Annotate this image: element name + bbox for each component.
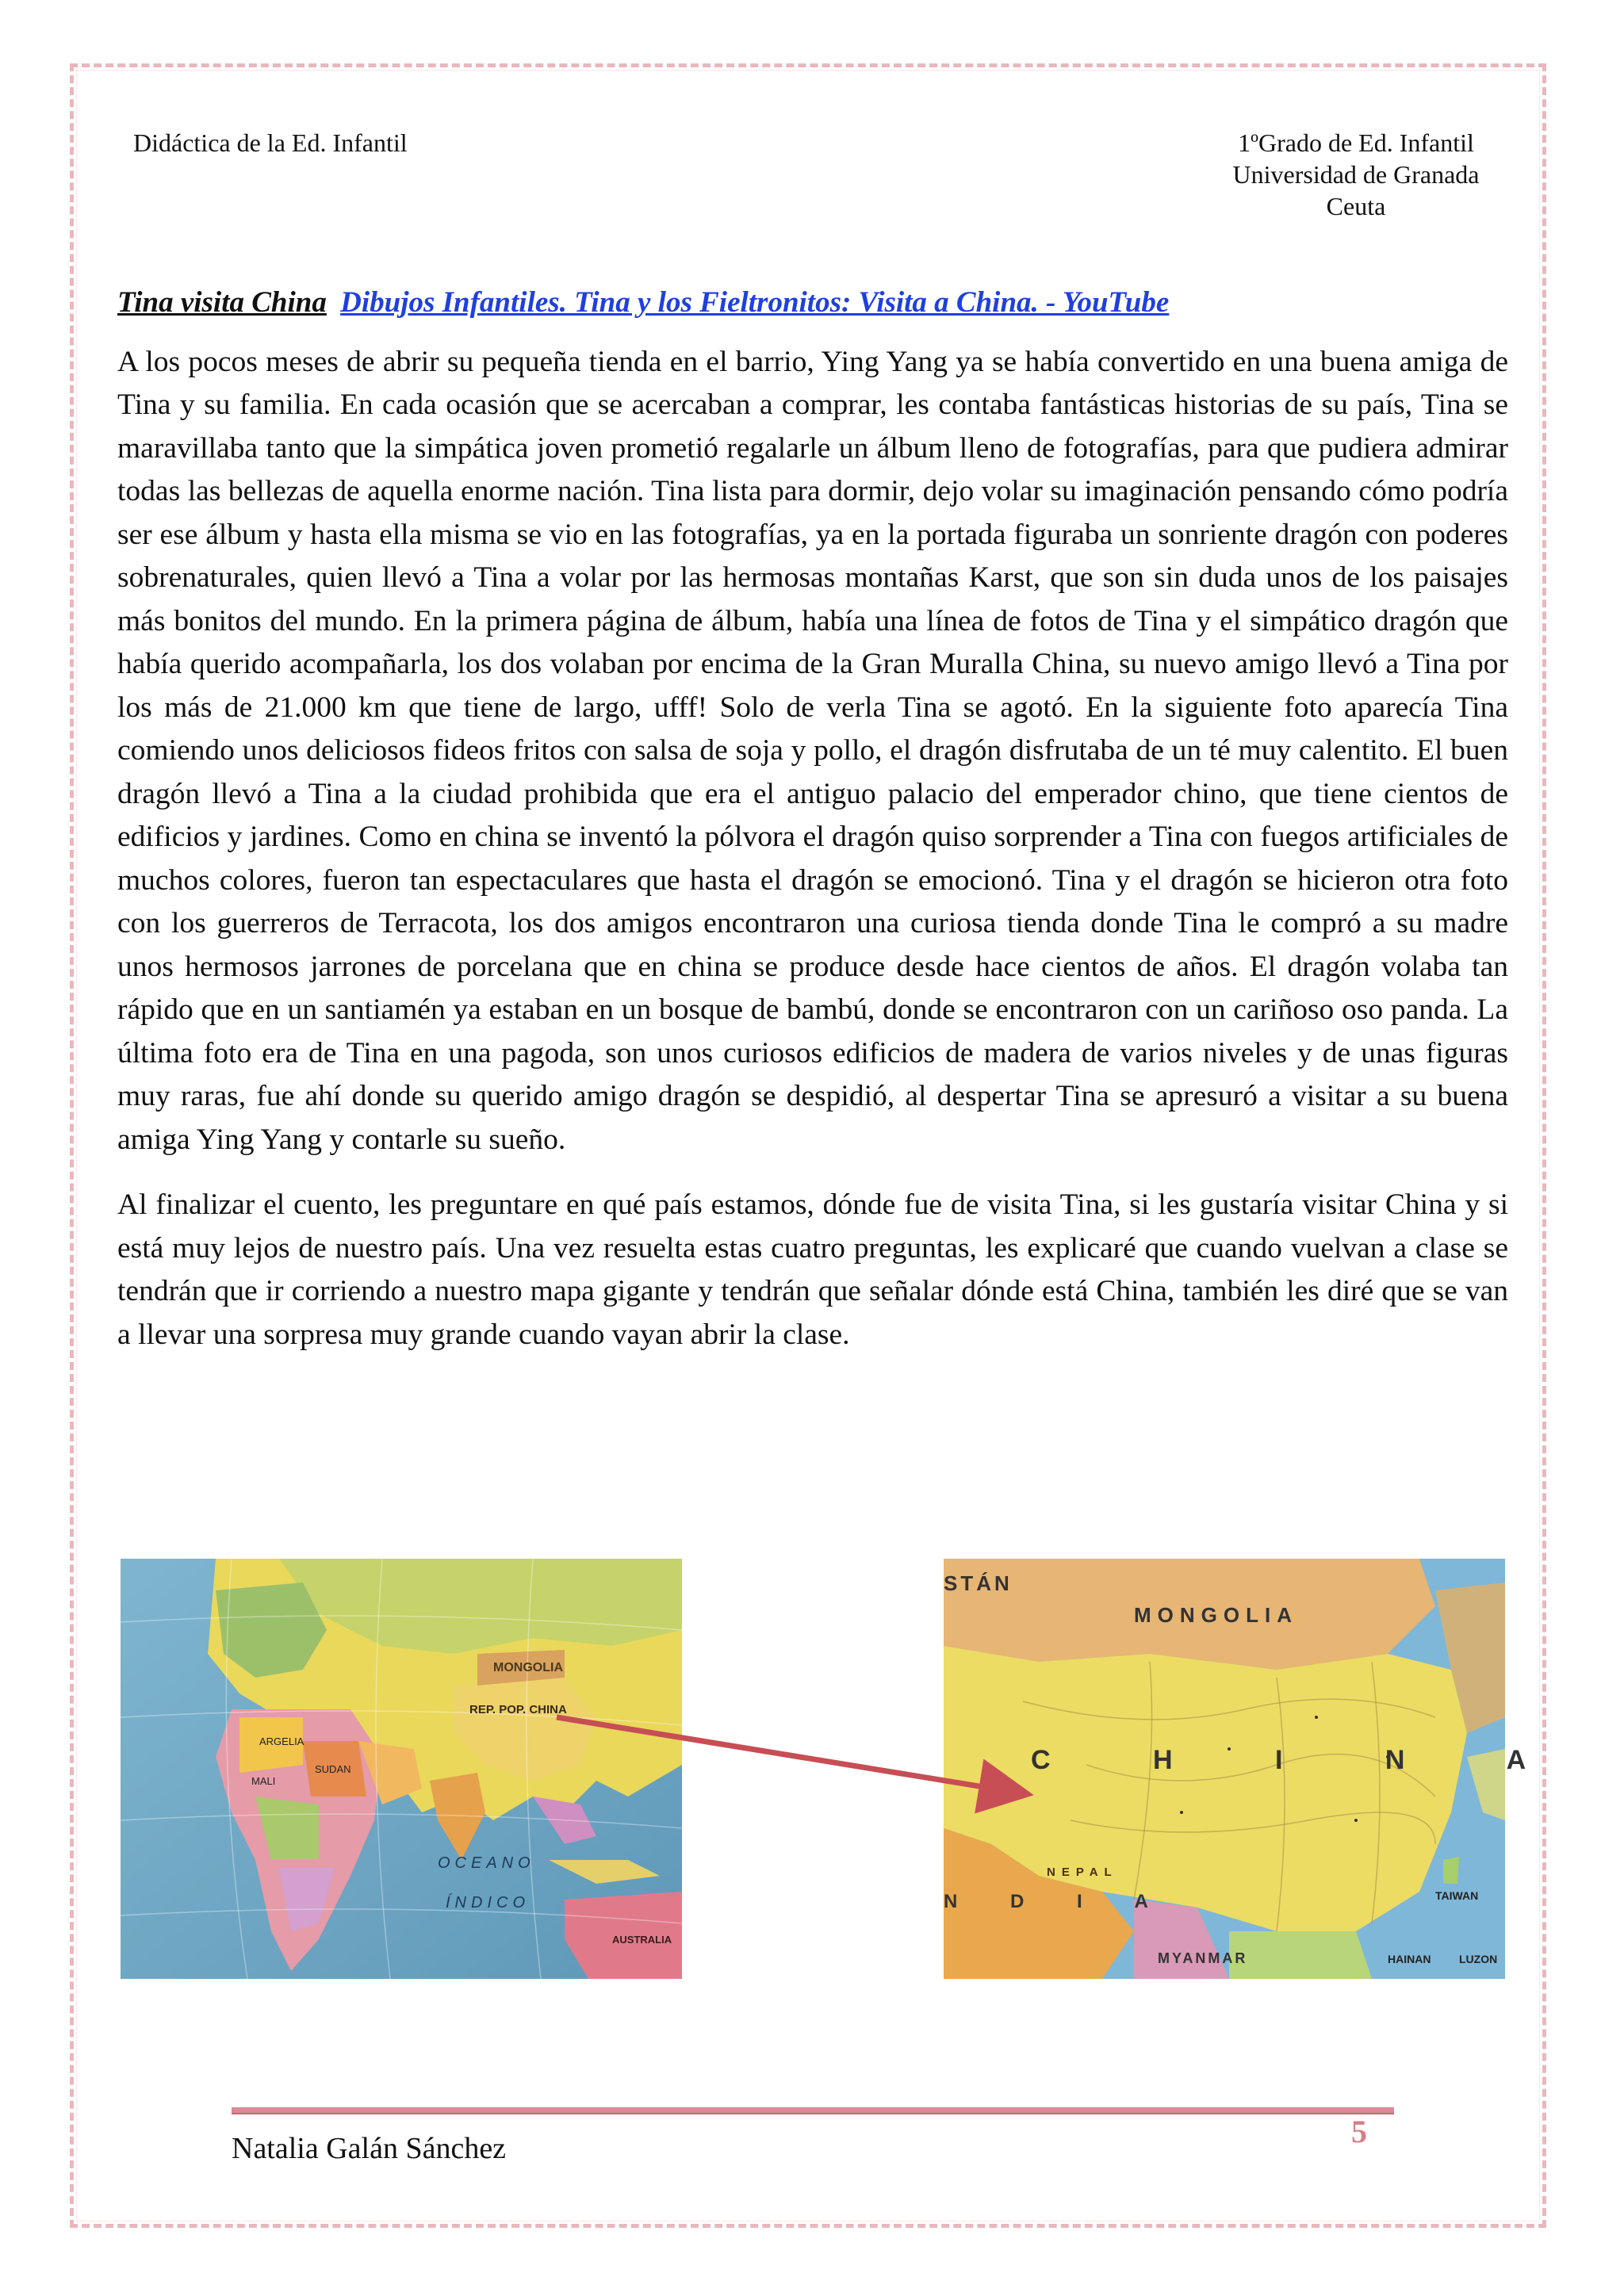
china-label-nepal: NEPAL (1047, 1866, 1118, 1879)
footer-rule (232, 2107, 1394, 2114)
china-label-stan: STÁN (944, 1571, 1013, 1595)
arrow-line (557, 1717, 1023, 1793)
page-number: 5 (1351, 2114, 1367, 2149)
world-label-oceano: OCEANO (438, 1854, 535, 1872)
world-label-china: REP. POP. CHINA (469, 1703, 567, 1716)
footer-author: Natalia Galán Sánchez (232, 2132, 507, 2165)
story-title: Tina visita China (117, 286, 327, 319)
header-university: Universidad de Granada (1232, 160, 1480, 189)
story-paragraph: A los pocos meses de abrir su pequeña tienda en el barrio, Ying Yang ya se había convertido en una buena amiga de Tina y su familia. En cada ocasión que se acercaban a comprar, les contaba fantásticas historias de su país, Tina se maravillaba tanto que la simpática joven prometió regalarle un álbum lleno de fotografías, para que pudiera admirar todas las bellezas de aquella enorme nación. Tina lista para dormir, dejo volar su imaginación pensando cómo podría ser ese álbum y hasta ella misma se vio en las fotografías, ya en la portada figuraba un sonriente dragón con poderes sobrenaturales, quien llevó a Tina a volar por las hermosas montañas Karst, que son sin duda unos de los paisajes más bonitos del mundo. En la primera página de álbum, había una línea de fotos de Tina y el simpático dragón que había querido acompañarla, los dos volaban por encima de la Gran Muralla China, su nuevo amigo llevó a Tina por los más de 21.000 km que tiene de largo, ufff! Solo de verla Tina se agotó. En la siguiente foto aparecía Tina comiendo unos deliciosos fideos fritos con salsa de soja y pollo, el dragón disfrutaba de un té muy calentito. El buen dragón llevó a Tina a la ciudad prohibida que era el antiguo palacio del emperador chino, que tiene cientos de edificios y jardines. Como en china se inventó la pólvora el dragón quiso sorprender a Tina con fuegos artificiales de muchos colores, fueron tan espectaculares que hasta el dragón se emocionó. Tina y el dragón se hicieron otra foto con los guerreros de Terracota, los dos amigos encontraron una curiosa tienda donde Tina le compró a su madre unos hermosos jarrones de porcelana que en china se produce desde hace cientos de años. El dragón volaba tan rápido que en un santiamén ya estaban en un bosque de bambú, donde se encontraron con un cariñoso oso panda. La última foto era de Tina en una pagoda, son unos curiosos edificios de madera de varios niveles y de unas figuras muy raras, fue ahí donde su querido amigo dragón se despidió, al despertar Tina se apresuró a visitar a su buena amiga Ying Yang y contarle su sueño. (117, 345, 1508, 1156)
world-label-algeria: ARGELIA (259, 1735, 304, 1747)
china-label-mongolia: MONGOLIA (1134, 1603, 1298, 1627)
china-label-myanmar: MYANMAR (1158, 1950, 1248, 1966)
china-label-taiwan: TAIWAN (1435, 1889, 1479, 1902)
world-label-mongolia: MONGOLIA (493, 1661, 563, 1674)
header-grade: 1ºGrado de Ed. Infantil (1238, 128, 1474, 157)
world-label-sudan: SUDAN (315, 1763, 351, 1775)
activity-paragraph: Al finalizar el cuento, les preguntare en qué país estamos, dónde fue de visita Tina, si les gustaría visitar China y si está muy lejos de nuestro país. Una vez resuelta estas cuatro preguntas, les explicaré que cuando vuelvan a clase se tendrán que ir corriendo a nuestro mapa gigante y tendrán que señalar dónde está China, también les diré que se van a llevar una sorpresa muy grande cuando vayan abrir la clase. (117, 1188, 1508, 1351)
china-label-india: N D I A (944, 1891, 1172, 1912)
china-label-china: C H I N A (1031, 1745, 1574, 1775)
world-label-australia: AUSTRALIA (612, 1934, 672, 1946)
youtube-link[interactable]: Dibujos Infantiles. Tina y los Fieltronitos: Visita a China. - YouTube (340, 286, 1170, 319)
world-label-mali: MALI (251, 1775, 276, 1787)
header-course: Didáctica de la Ed. Infantil (133, 128, 408, 157)
china-label-luzon: LUZON (1459, 1953, 1498, 1965)
header-city: Ceuta (1326, 192, 1386, 220)
china-label-hainan: HAINAN (1388, 1953, 1431, 1965)
world-label-indico: ÍNDICO (446, 1894, 530, 1911)
